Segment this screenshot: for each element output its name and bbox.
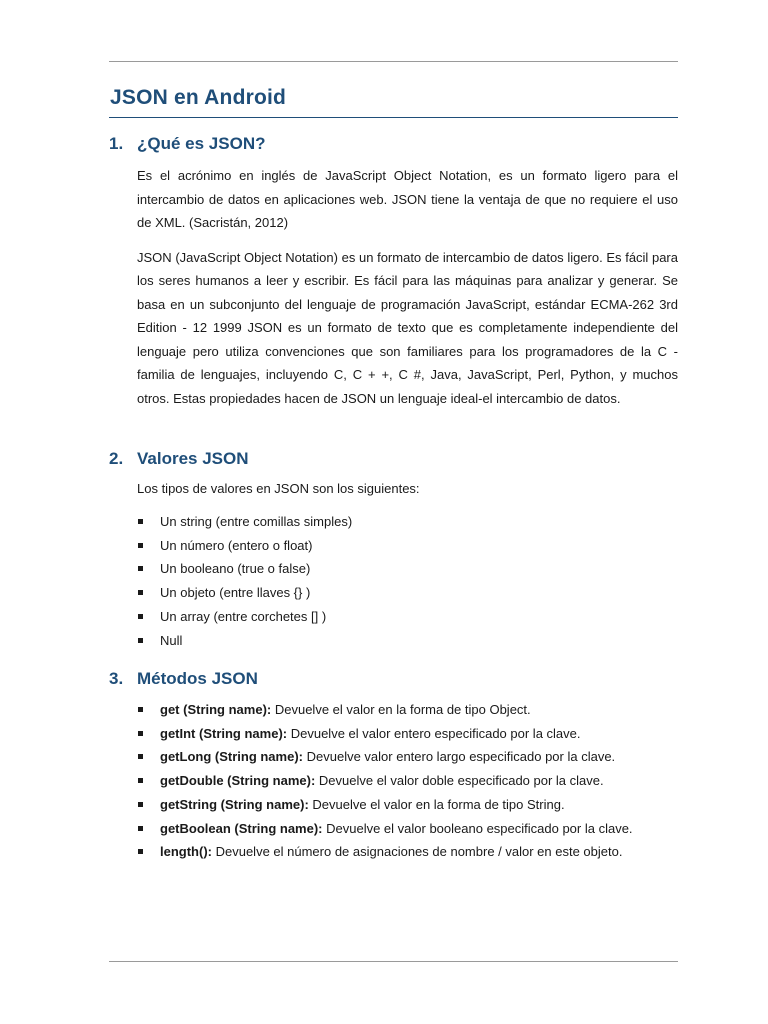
bullet-icon	[138, 707, 143, 712]
method-description: Devuelve el valor doble especificado por la clave.	[315, 773, 604, 789]
bullet-icon	[138, 826, 143, 831]
bullet-icon	[138, 731, 143, 736]
header-rule	[109, 61, 678, 62]
section-number: 3.	[109, 669, 124, 688]
method-signature: getInt (String name):	[160, 725, 288, 741]
bullet-icon	[138, 614, 143, 619]
list-item: Un booleano (true o false)	[109, 557, 678, 581]
section-heading	[109, 448, 678, 470]
paragraph: JSON (JavaScript Object Notation) es un formato de intercambio de datos ligero. Es fácil para los seres humanos a leer y escribir. Es fácil para las máquinas para analizar y generar. Se basa en un subconjunto del lenguaje de programación JavaScript, estándar ECMA-262 3rd Edition - 12 1999 JSON es un formato de texto que es completamente independiente del lenguaje pero utiliza convenciones que son familiares para los programadores de la C - familia de lenguajes, incluyendo C, C + +, C #, Java, JavaScript, Perl, Python, y muchos otros. Estas propiedades hacen de JSON un lenguaje ideal-el intercambio de datos.	[137, 249, 678, 406]
section-metodos-json	[109, 668, 678, 864]
method-description: Devuelve el valor en la forma de tipo String.	[308, 796, 565, 812]
section-heading	[109, 668, 678, 690]
method-signature: getLong (String name):	[160, 749, 303, 765]
footer-rule	[109, 961, 678, 962]
list-item: Un string (entre comillas simples)	[109, 510, 678, 534]
method-signature: getBoolean (String name):	[160, 820, 323, 836]
bullet-icon	[138, 849, 143, 854]
method-description: Devuelve el número de asignaciones de nombre / valor en este objeto.	[211, 844, 623, 860]
section-number: 1.	[109, 134, 124, 153]
method-item	[109, 745, 678, 769]
section-valores-json	[109, 448, 678, 652]
method-item	[109, 769, 678, 793]
method-description: Devuelve valor entero largo especificado por la clave.	[303, 749, 616, 765]
title-underline	[109, 117, 678, 118]
method-signature: get (String name):	[160, 702, 272, 717]
list-item: Null	[109, 629, 678, 653]
section-intro: Los tipos de valores en JSON son los siguientes:	[137, 481, 420, 496]
bullet-icon	[138, 778, 143, 783]
method-signature: getString (String name):	[160, 796, 309, 812]
section-title: Valores JSON	[137, 449, 249, 468]
bullet-icon	[138, 519, 143, 524]
method-signature: length():	[160, 844, 212, 860]
bullet-icon	[138, 566, 143, 571]
list-item: Un objeto (entre llaves {} )	[109, 581, 678, 605]
method-item	[109, 793, 678, 817]
list-item: Un array (entre corchetes [] )	[109, 605, 678, 629]
bullet-icon	[138, 638, 143, 643]
method-item	[109, 840, 678, 864]
bullet-icon	[138, 754, 143, 759]
paragraph: Es el acrónimo en inglés de JavaScript Object Notation, es un formato ligero para el intercambio de datos en aplicaciones web. JSON tiene la ventaja de que no requiere el uso de XML. (Sacristán, 2012)	[137, 168, 678, 230]
method-item	[109, 817, 678, 841]
bullet-icon	[138, 590, 143, 595]
method-item	[109, 722, 678, 746]
method-description: Devuelve el valor entero especificado por la clave.	[287, 725, 581, 741]
section-number: 2.	[109, 449, 124, 468]
values-list	[109, 510, 678, 652]
section-heading	[109, 133, 678, 155]
section-title: ¿Qué es JSON?	[137, 134, 266, 153]
bullet-icon	[138, 543, 143, 548]
section-que-es-json	[109, 133, 678, 410]
section-title: Métodos JSON	[137, 669, 258, 688]
method-description: Devuelve el valor en la forma de tipo Object.	[271, 702, 531, 717]
bullet-icon	[138, 802, 143, 807]
list-item: Un número (entero o float)	[109, 534, 678, 558]
method-item	[109, 698, 678, 722]
method-description: Devuelve el valor booleano especificado por la clave.	[322, 820, 633, 836]
methods-list	[109, 698, 678, 864]
document-title: JSON en Android	[110, 86, 287, 109]
method-signature: getDouble (String name):	[160, 773, 316, 789]
